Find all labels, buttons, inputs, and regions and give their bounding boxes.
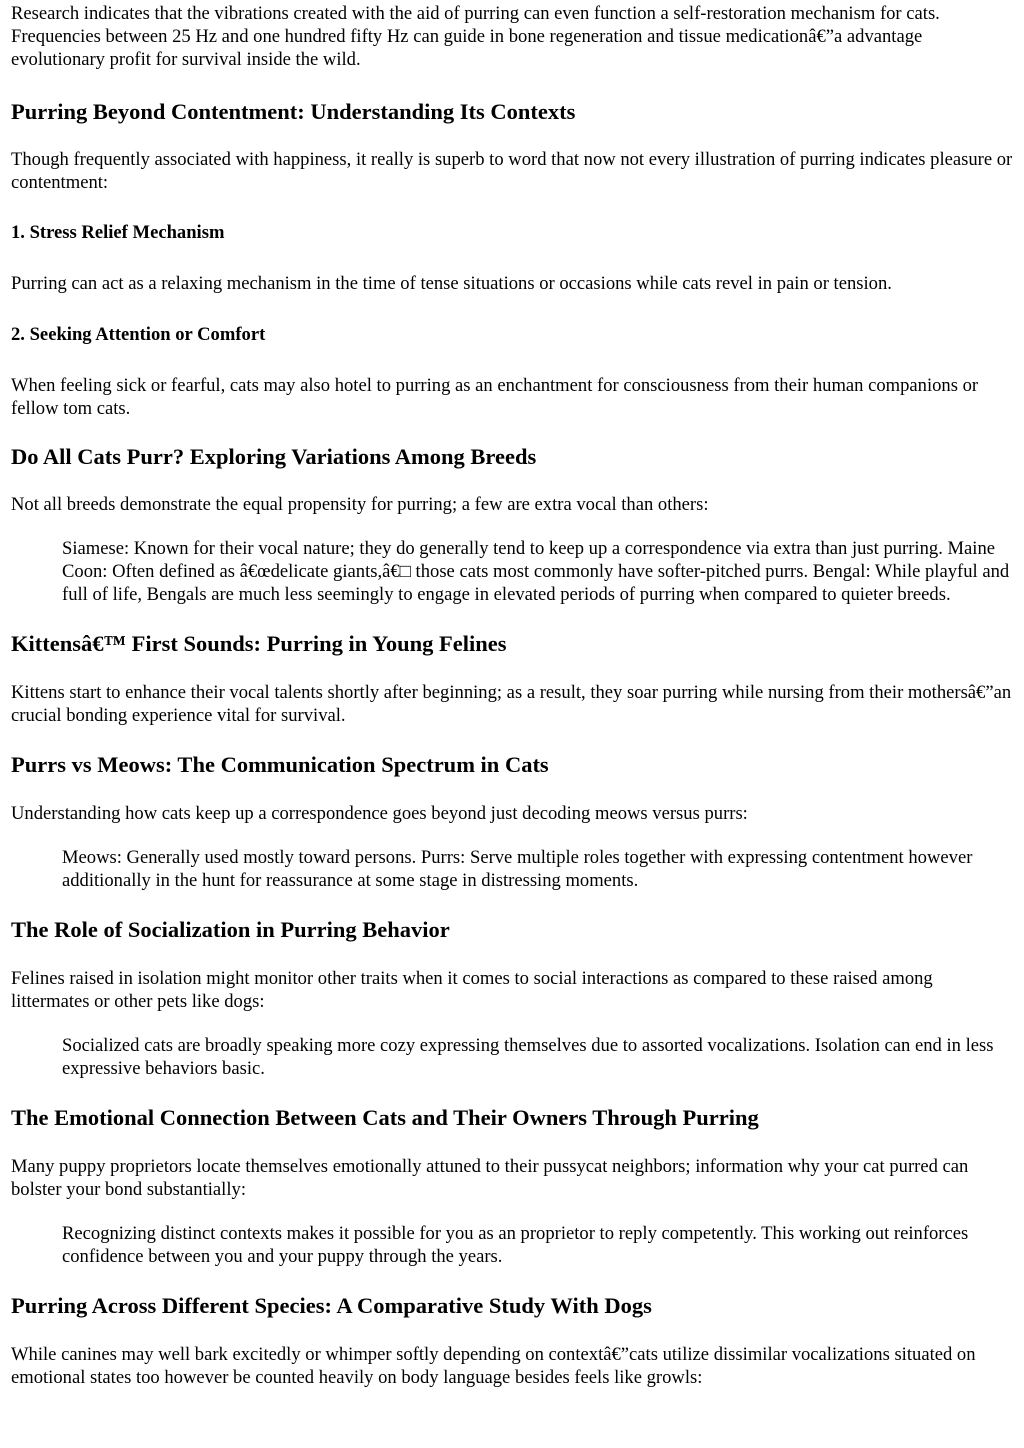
section-paragraph-kittens: Kittens start to enhance their vocal talents shortly after beginning; as a result, they soar purring while nursing from their mothersâ€”an crucial bonding experience vital for survival. [11, 682, 1012, 726]
section-paragraph-purrs-vs-meows: Understanding how cats keep up a correspondence goes beyond just decoding meows versus purrs: [11, 803, 748, 824]
blockquote-socialization: Socialized cats are broadly speaking more cozy expressing themselves due to assorted vocalizations. Isolation can end in less expressive behaviors basic. [62, 1035, 994, 1079]
section-paragraph-purring-beyond-contentment: Though frequently associated with happiness, it really is superb to word that now not every illustration of purring indicates pleasure or contentment: [11, 149, 1013, 193]
article [0, 2, 1024, 1389]
subsection-heading-seeking-attention: 2. Seeking Attention or Comfort [11, 324, 266, 345]
section-heading-species-comparison: Purring Across Different Species: A Comparative Study With Dogs [11, 1293, 652, 1318]
subsection-paragraph-stress-relief: Purring can act as a relaxing mechanism in the time of tense situations or occasions while cats revel in pain or tension. [11, 273, 892, 294]
subsection-paragraph-seeking-attention: When feeling sick or fearful, cats may also hotel to purring as an enchantment for consciousness from their human companions or fellow tom cats. [11, 375, 979, 419]
subsection-heading-stress-relief: 1. Stress Relief Mechanism [11, 222, 225, 243]
section-paragraph-breeds: Not all breeds demonstrate the equal propensity for purring; a few are extra vocal than others: [11, 494, 709, 515]
blockquote-emotional-connection: Recognizing distinct contexts makes it possible for you as an proprietor to reply competently. This working out reinforces confidence between you and your puppy through the years. [62, 1223, 969, 1267]
intro-paragraph: Research indicates that the vibrations created with the aid of purring can even function a self-restoration mechanism for cats. Frequencies between 25 Hz and one hundred fifty Hz can guide in bone regeneration and tissue medicationâ€”a advantage evolutionary profit for survival inside the wild. [11, 3, 940, 70]
section-heading-emotional-connection: The Emotional Connection Between Cats and Their Owners Through Purring [11, 1105, 759, 1130]
blockquote-purrs-vs-meows: Meows: Generally used mostly toward persons. Purrs: Serve multiple roles together with expressing contentment however additionally in the hunt for reassurance at some stage in distressing moments. [62, 847, 973, 891]
section-heading-socialization: The Role of Socialization in Purring Behavior [11, 917, 450, 942]
section-paragraph-socialization: Felines raised in isolation might monitor other traits when it comes to social interactions as compared to these raised among littermates or other pets like dogs: [11, 968, 933, 1012]
section-paragraph-species-comparison: While canines may well bark excitedly or whimper softly depending on contextâ€”cats utilize dissimilar vocalizations situated on emotional states too however be counted heavily on body language besides feels like growls: [11, 1344, 976, 1388]
section-heading-breeds: Do All Cats Purr? Exploring Variations Among Breeds [11, 444, 537, 469]
section-heading-purrs-vs-meows: Purrs vs Meows: The Communication Spectrum in Cats [11, 752, 549, 777]
section-heading-purring-beyond-contentment: Purring Beyond Contentment: Understanding Its Contexts [11, 99, 576, 124]
section-paragraph-emotional-connection: Many puppy proprietors locate themselves emotionally attuned to their pussycat neighbors; information why your cat purred can bolster your bond substantially: [11, 1156, 969, 1200]
blockquote-breeds: Siamese: Known for their vocal nature; they do generally tend to keep up a correspondence via extra than just purring. Maine Coon: Often defined as â€œdelicate giants,â€□ those cats most commonly have softer-pitched purrs. Bengal: While playful and full of life, Bengals are much less seemingly to engage in elevated periods of purring when compared to quieter breeds. [62, 538, 1010, 605]
section-heading-kittens: Kittensâ€™ First Sounds: Purring in Young Felines [11, 631, 507, 656]
